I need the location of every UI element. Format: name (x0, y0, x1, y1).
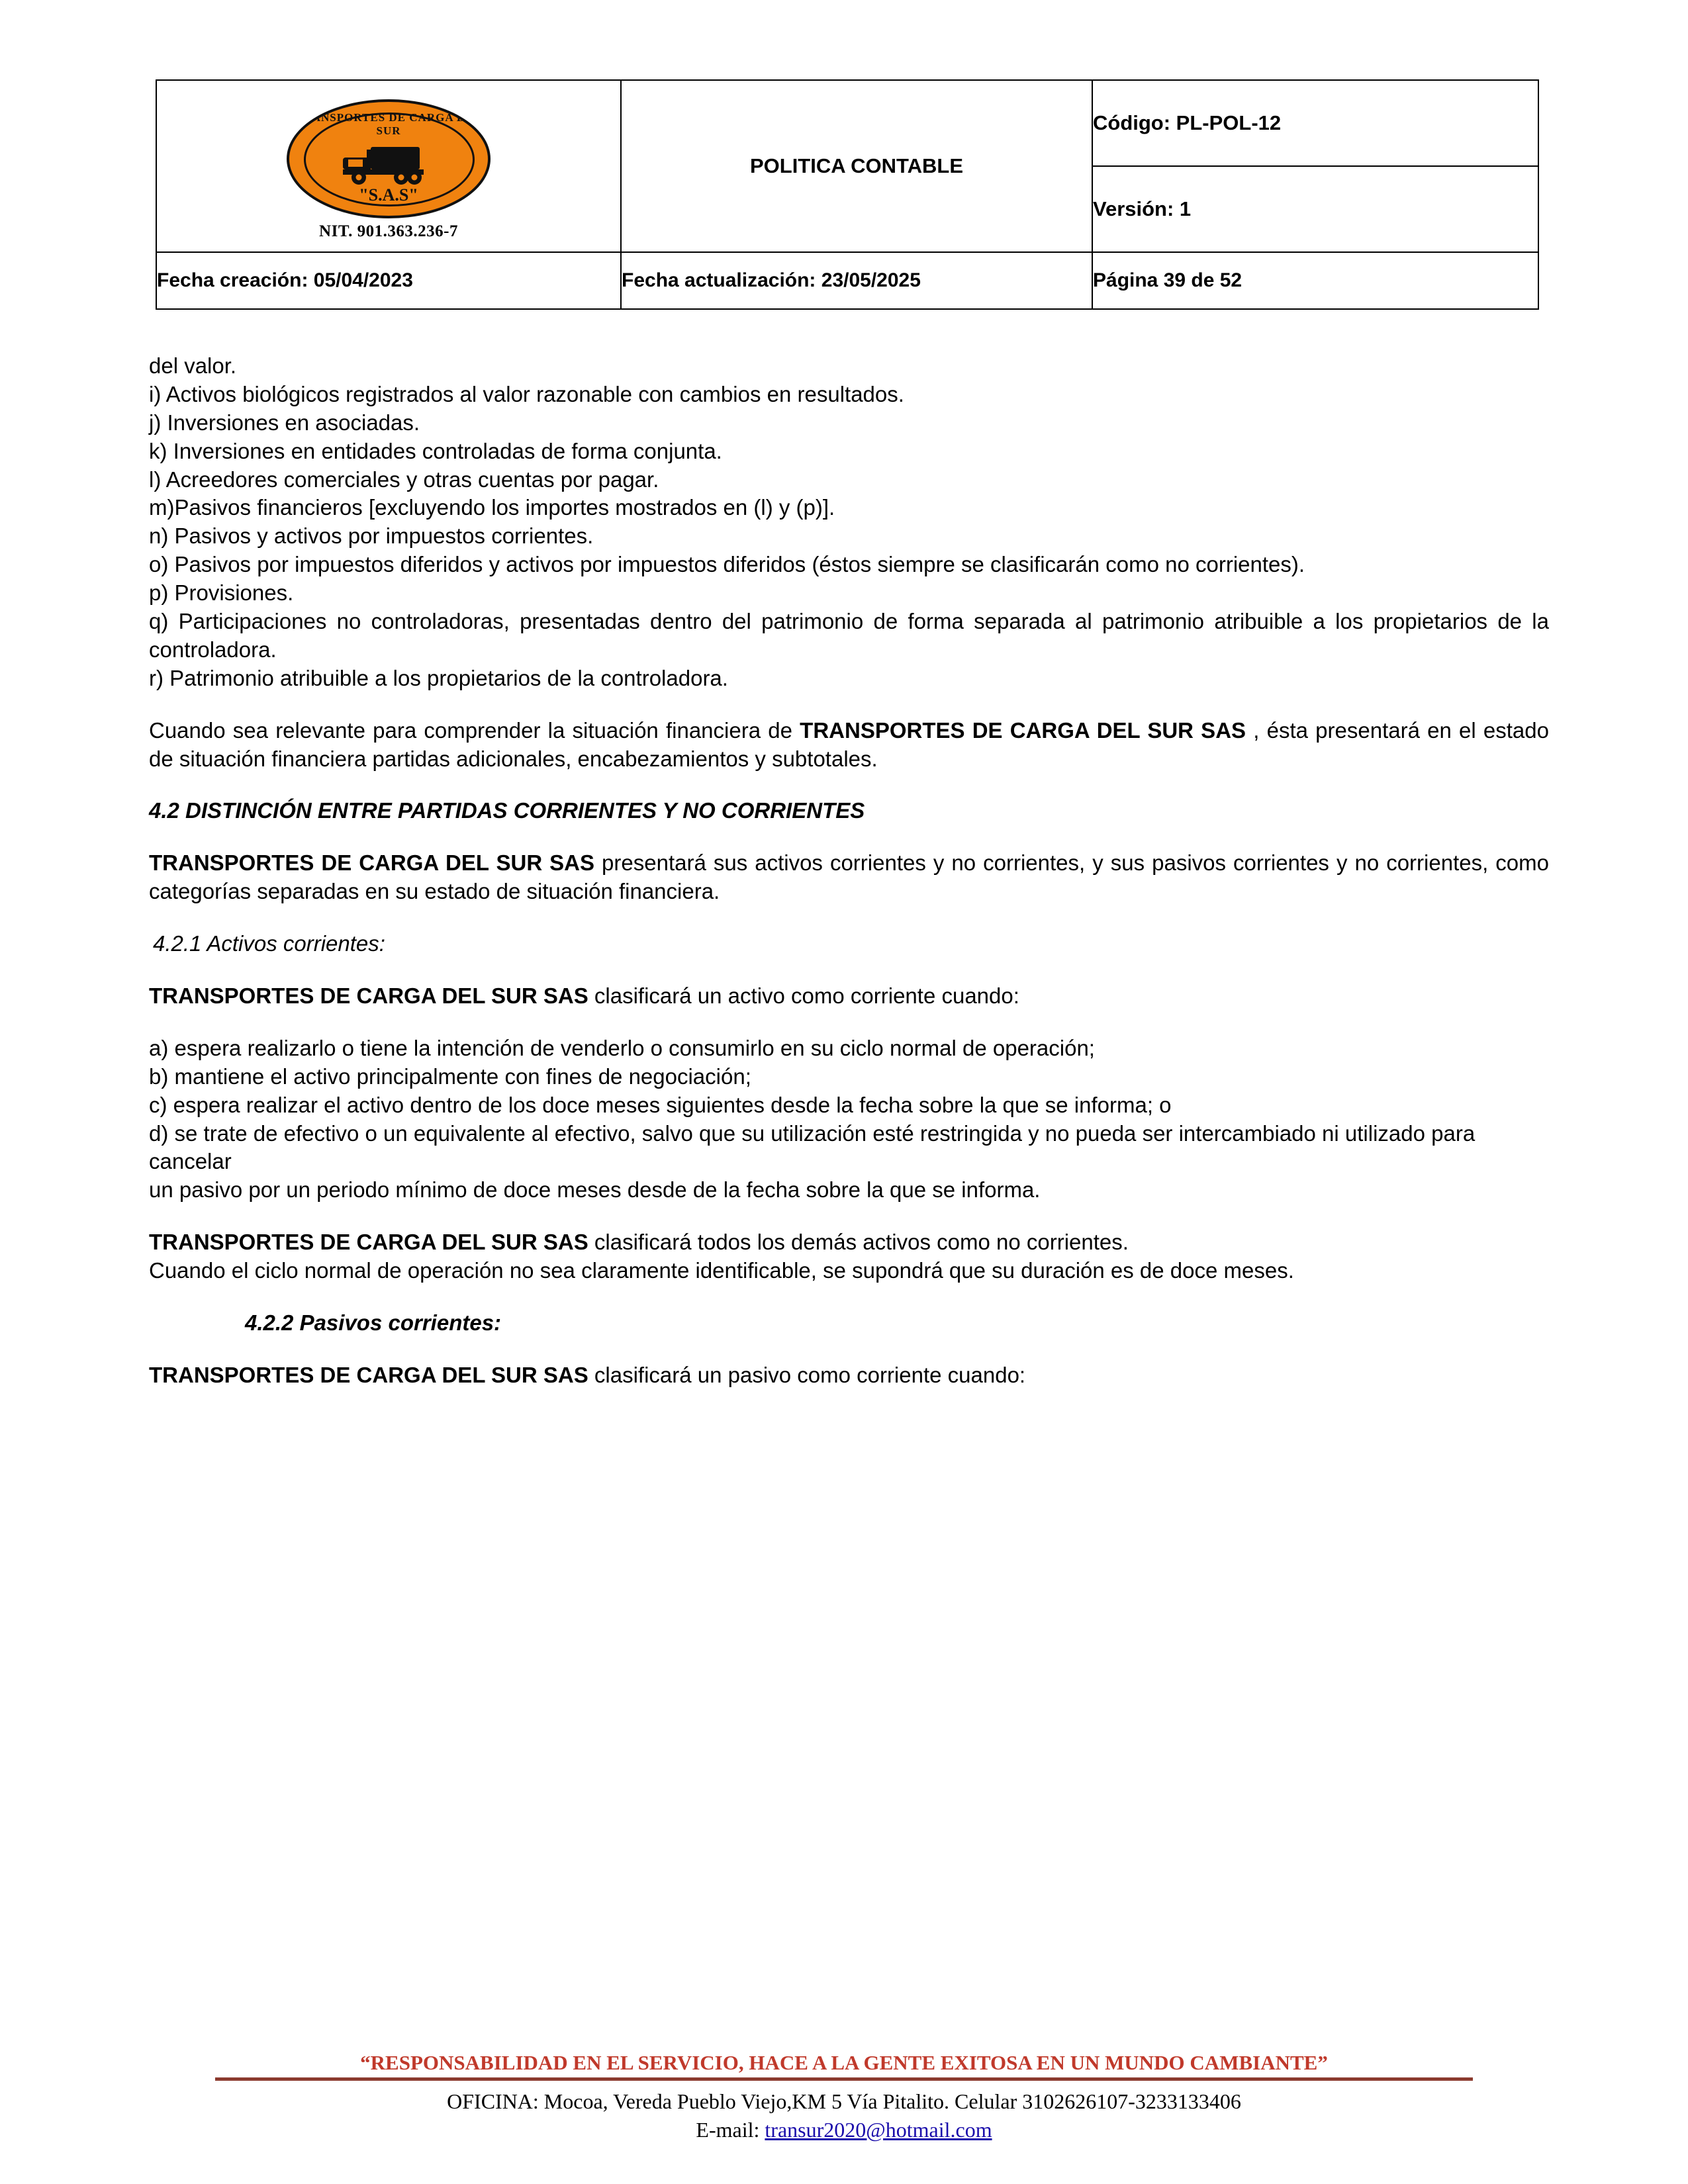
list-item-o: o) Pasivos por impuestos diferidos y activos por impuestos diferidos (éstos siempre se clasificarán como no corrientes). (149, 552, 1305, 577)
footer-email-line (0, 2116, 1688, 2144)
footer-email-link[interactable]: transur2020@hotmail.com (765, 2117, 992, 2142)
list-item-b: b) mantiene el activo principalmente con fines de negociación; (149, 1064, 751, 1089)
logo-arc-text: TRANSPORTES DE CARGA DEL SUR (295, 111, 482, 137)
paragraph-relevante-post: , ésta presentará en el estado de situación financiera partidas adicionales, encabezamientos y subtotales. (149, 717, 1549, 771)
list-item-r: r) Patrimonio atribuible a los propietarios de la controladora. (149, 665, 728, 690)
paragraph-relevante-pre: Cuando sea relevante para comprender la situación financiera de (149, 717, 800, 743)
paragraph-no-corrientes-post: clasificará todos los demás activos como no corrientes. (588, 1230, 1129, 1255)
document-header-table (156, 79, 1539, 310)
list-item-a: a) espera realizarlo o tiene la intención de venderlo o consumirlo en su ciclo normal de operación; (149, 1035, 1095, 1060)
document-version: Versión: 1 (1092, 166, 1538, 252)
truck-icon (332, 138, 445, 191)
list-item-m: m)Pasivos financieros [excluyendo los importes mostrados en (l) y (p)]. (149, 495, 835, 520)
footer-divider (215, 2077, 1473, 2081)
list-intro: del valor. (149, 353, 237, 378)
list-item-d-continued: un pasivo por un periodo mínimo de doce meses desde de la fecha sobre la que se informa. (149, 1177, 1041, 1203)
footer-email-label: E-mail: (696, 2117, 765, 2142)
document-footer (0, 2051, 1688, 2144)
list-item-n: n) Pasivos y activos por impuestos corrientes. (149, 523, 594, 549)
company-name-bold-3: TRANSPORTES DE CARGA DEL SUR SAS (149, 983, 588, 1009)
paragraph-ciclo: Cuando el ciclo normal de operación no sea claramente identificable, se supondrá que su duración es de doce meses. (149, 1258, 1294, 1283)
heading-4-2: 4.2 DISTINCIÓN ENTRE PARTIDAS CORRIENTES Y NO CORRIENTES (149, 798, 865, 823)
list-item-p: p) Provisiones. (149, 580, 294, 606)
company-name-bold-4: TRANSPORTES DE CARGA DEL SUR SAS (149, 1230, 588, 1255)
paragraph-4-2-1 (149, 982, 1549, 1011)
list-item-d: d) se trate de efectivo o un equivalente al efectivo, salvo que su utilización esté restringida y no pueda ser intercambiado ni utilizado para cancelar (149, 1120, 1476, 1174)
logo-cell (156, 80, 621, 252)
list-item-q: q) Participaciones no controladoras, presentadas dentro del patrimonio de forma separada al patrimonio atribuible a los propietarios de la controladora. (149, 609, 1549, 662)
creation-date: Fecha creación: 05/04/2023 (156, 252, 621, 309)
update-date: Fecha actualización: 23/05/2025 (621, 252, 1092, 309)
list-item-j: j) Inversiones en asociadas. (149, 410, 420, 435)
page-number: Página 39 de 52 (1092, 252, 1538, 309)
logo-nit-text: NIT. 901.363.236-7 (319, 222, 458, 240)
list-item-i: i) Activos biológicos registrados al valor razonable con cambios en resultados. (149, 381, 904, 406)
heading-4-2-2: 4.2.2 Pasivos corrientes: (245, 1310, 502, 1336)
document-body (149, 352, 1549, 1390)
paragraph-4-2-2 (149, 1361, 1549, 1390)
list-item-k: k) Inversiones en entidades controladas de forma conjunta. (149, 438, 722, 463)
logo-sas-text: "S.A.S" (359, 185, 418, 205)
company-name-bold-1: TRANSPORTES DE CARGA DEL SUR SAS (800, 717, 1246, 743)
document-code: Código: PL-POL-12 (1092, 80, 1538, 166)
paragraph-4-2 (149, 849, 1549, 906)
paragraph-4-2-post: presentará sus activos corrientes y no corrientes, y sus pasivos corrientes y no corrientes, como categorías separadas en su estado de situación financiera. (149, 850, 1549, 904)
paragraph-4-2-2-post: clasificará un pasivo como corriente cuando: (588, 1362, 1026, 1387)
company-name-bold-5: TRANSPORTES DE CARGA DEL SUR SAS (149, 1362, 588, 1387)
company-logo (269, 97, 508, 240)
company-name-bold-2: TRANSPORTES DE CARGA DEL SUR SAS (149, 850, 595, 876)
list-item-c: c) espera realizar el activo dentro de los doce meses siguientes desde la fecha sobre la que se informa; o (149, 1092, 1172, 1117)
document-title: POLITICA CONTABLE (621, 80, 1092, 252)
list-item-l: l) Acreedores comerciales y otras cuentas por pagar. (149, 467, 659, 492)
logo-oval-icon (287, 99, 491, 218)
footer-office: OFICINA: Mocoa, Vereda Pueblo Viejo,KM 5 Vía Pitalito. Celular 3102626107-3233133406 (447, 2089, 1241, 2113)
paragraph-4-2-1-post: clasificará un activo como corriente cuando: (588, 983, 1019, 1009)
paragraph-relevante (149, 717, 1549, 774)
paragraph-no-corrientes (149, 1228, 1549, 1257)
heading-4-2-1: 4.2.1 Activos corrientes: (153, 931, 385, 956)
footer-slogan: “RESPONSABILIDAD EN EL SERVICIO, HACE A LA GENTE EXITOSA EN UN MUNDO CAMBIANTE” (360, 2050, 1328, 2074)
